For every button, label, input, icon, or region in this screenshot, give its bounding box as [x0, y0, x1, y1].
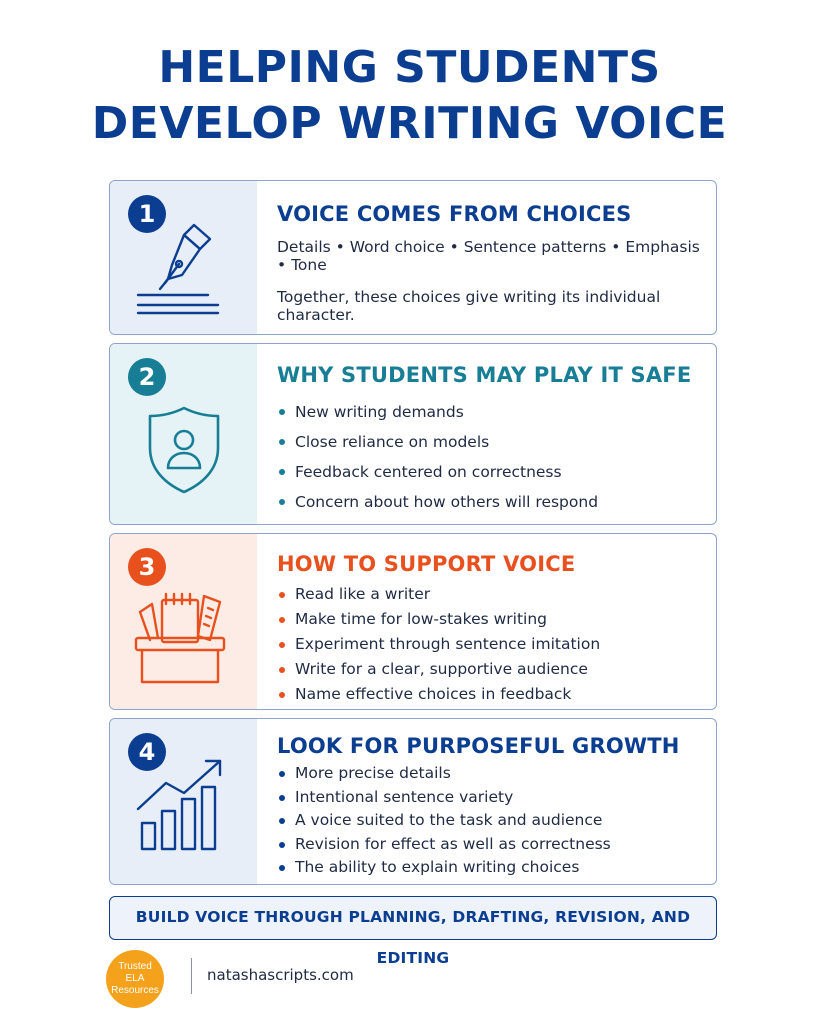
step-number-badge: 2 [128, 358, 166, 396]
step-number-badge: 1 [128, 195, 166, 233]
section-heading: LOOK FOR PURPOSEFUL GROWTH [277, 734, 680, 758]
icon-panel [110, 534, 257, 709]
step-number-badge: 4 [128, 733, 166, 771]
list-item: The ability to explain writing choices [277, 856, 706, 880]
list-item: Name effective choices in feedback [277, 682, 706, 707]
list-item: New writing demands [277, 397, 706, 427]
growth-chart-icon [132, 753, 232, 853]
section-content [277, 181, 706, 324]
choices-summary-text: Together, these choices give writing its individual character. [277, 288, 661, 324]
badge-line-2: ELA [125, 973, 145, 984]
section-content [277, 534, 706, 707]
list-item: Experiment through sentence imitation [277, 632, 706, 657]
list-item: Intentional sentence variety [277, 786, 706, 810]
section-play-it-safe [109, 343, 717, 525]
summary-banner: BUILD VOICE THROUGH PLANNING, DRAFTING, REVISION, AND EDITING [109, 896, 717, 940]
section-support-voice [109, 533, 717, 710]
section-voice-choices [109, 180, 717, 335]
title-line-2: DEVELOP WRITING VOICE [91, 98, 728, 149]
choices-list-text: Details • Word choice • Sentence patterns • Emphasis • Tone [277, 238, 700, 274]
list-item: Revision for effect as well as correctness [277, 833, 706, 857]
section-heading: VOICE COMES FROM CHOICES [277, 202, 632, 226]
list-item: Concern about how others will respond [277, 487, 706, 517]
list-item: Make time for low-stakes writing [277, 607, 706, 632]
website-link[interactable]: natashascripts.com [207, 966, 354, 984]
list-item: Write for a clear, supportive audience [277, 657, 706, 682]
reasons-list [277, 397, 706, 517]
footer-divider [191, 958, 192, 994]
badge-line-1: Trusted [118, 961, 152, 972]
badge-line-3: Resources [111, 985, 159, 996]
title-line-1: HELPING STUDENTS [158, 42, 661, 93]
icon-panel [110, 181, 257, 334]
page-title [0, 40, 819, 152]
list-item: Read like a writer [277, 582, 706, 607]
icon-panel [110, 344, 257, 524]
supplies-box-icon [132, 590, 232, 690]
step-number-badge: 3 [128, 548, 166, 586]
section-content [277, 719, 706, 880]
section-content [277, 344, 706, 517]
list-item: Close reliance on models [277, 427, 706, 457]
section-heading: WHY STUDENTS MAY PLAY IT SAFE [277, 363, 692, 387]
list-item: A voice suited to the task and audience [277, 809, 706, 833]
section-purposeful-growth [109, 718, 717, 885]
section-heading: HOW TO SUPPORT VOICE [277, 552, 576, 576]
list-item: Feedback centered on correctness [277, 457, 706, 487]
growth-indicators-list [277, 762, 706, 880]
fountain-pen-icon [134, 219, 224, 319]
trusted-resources-badge [106, 950, 164, 1008]
icon-panel [110, 719, 257, 884]
strategies-list [277, 582, 706, 707]
shield-user-icon [146, 404, 222, 496]
list-item: More precise details [277, 762, 706, 786]
